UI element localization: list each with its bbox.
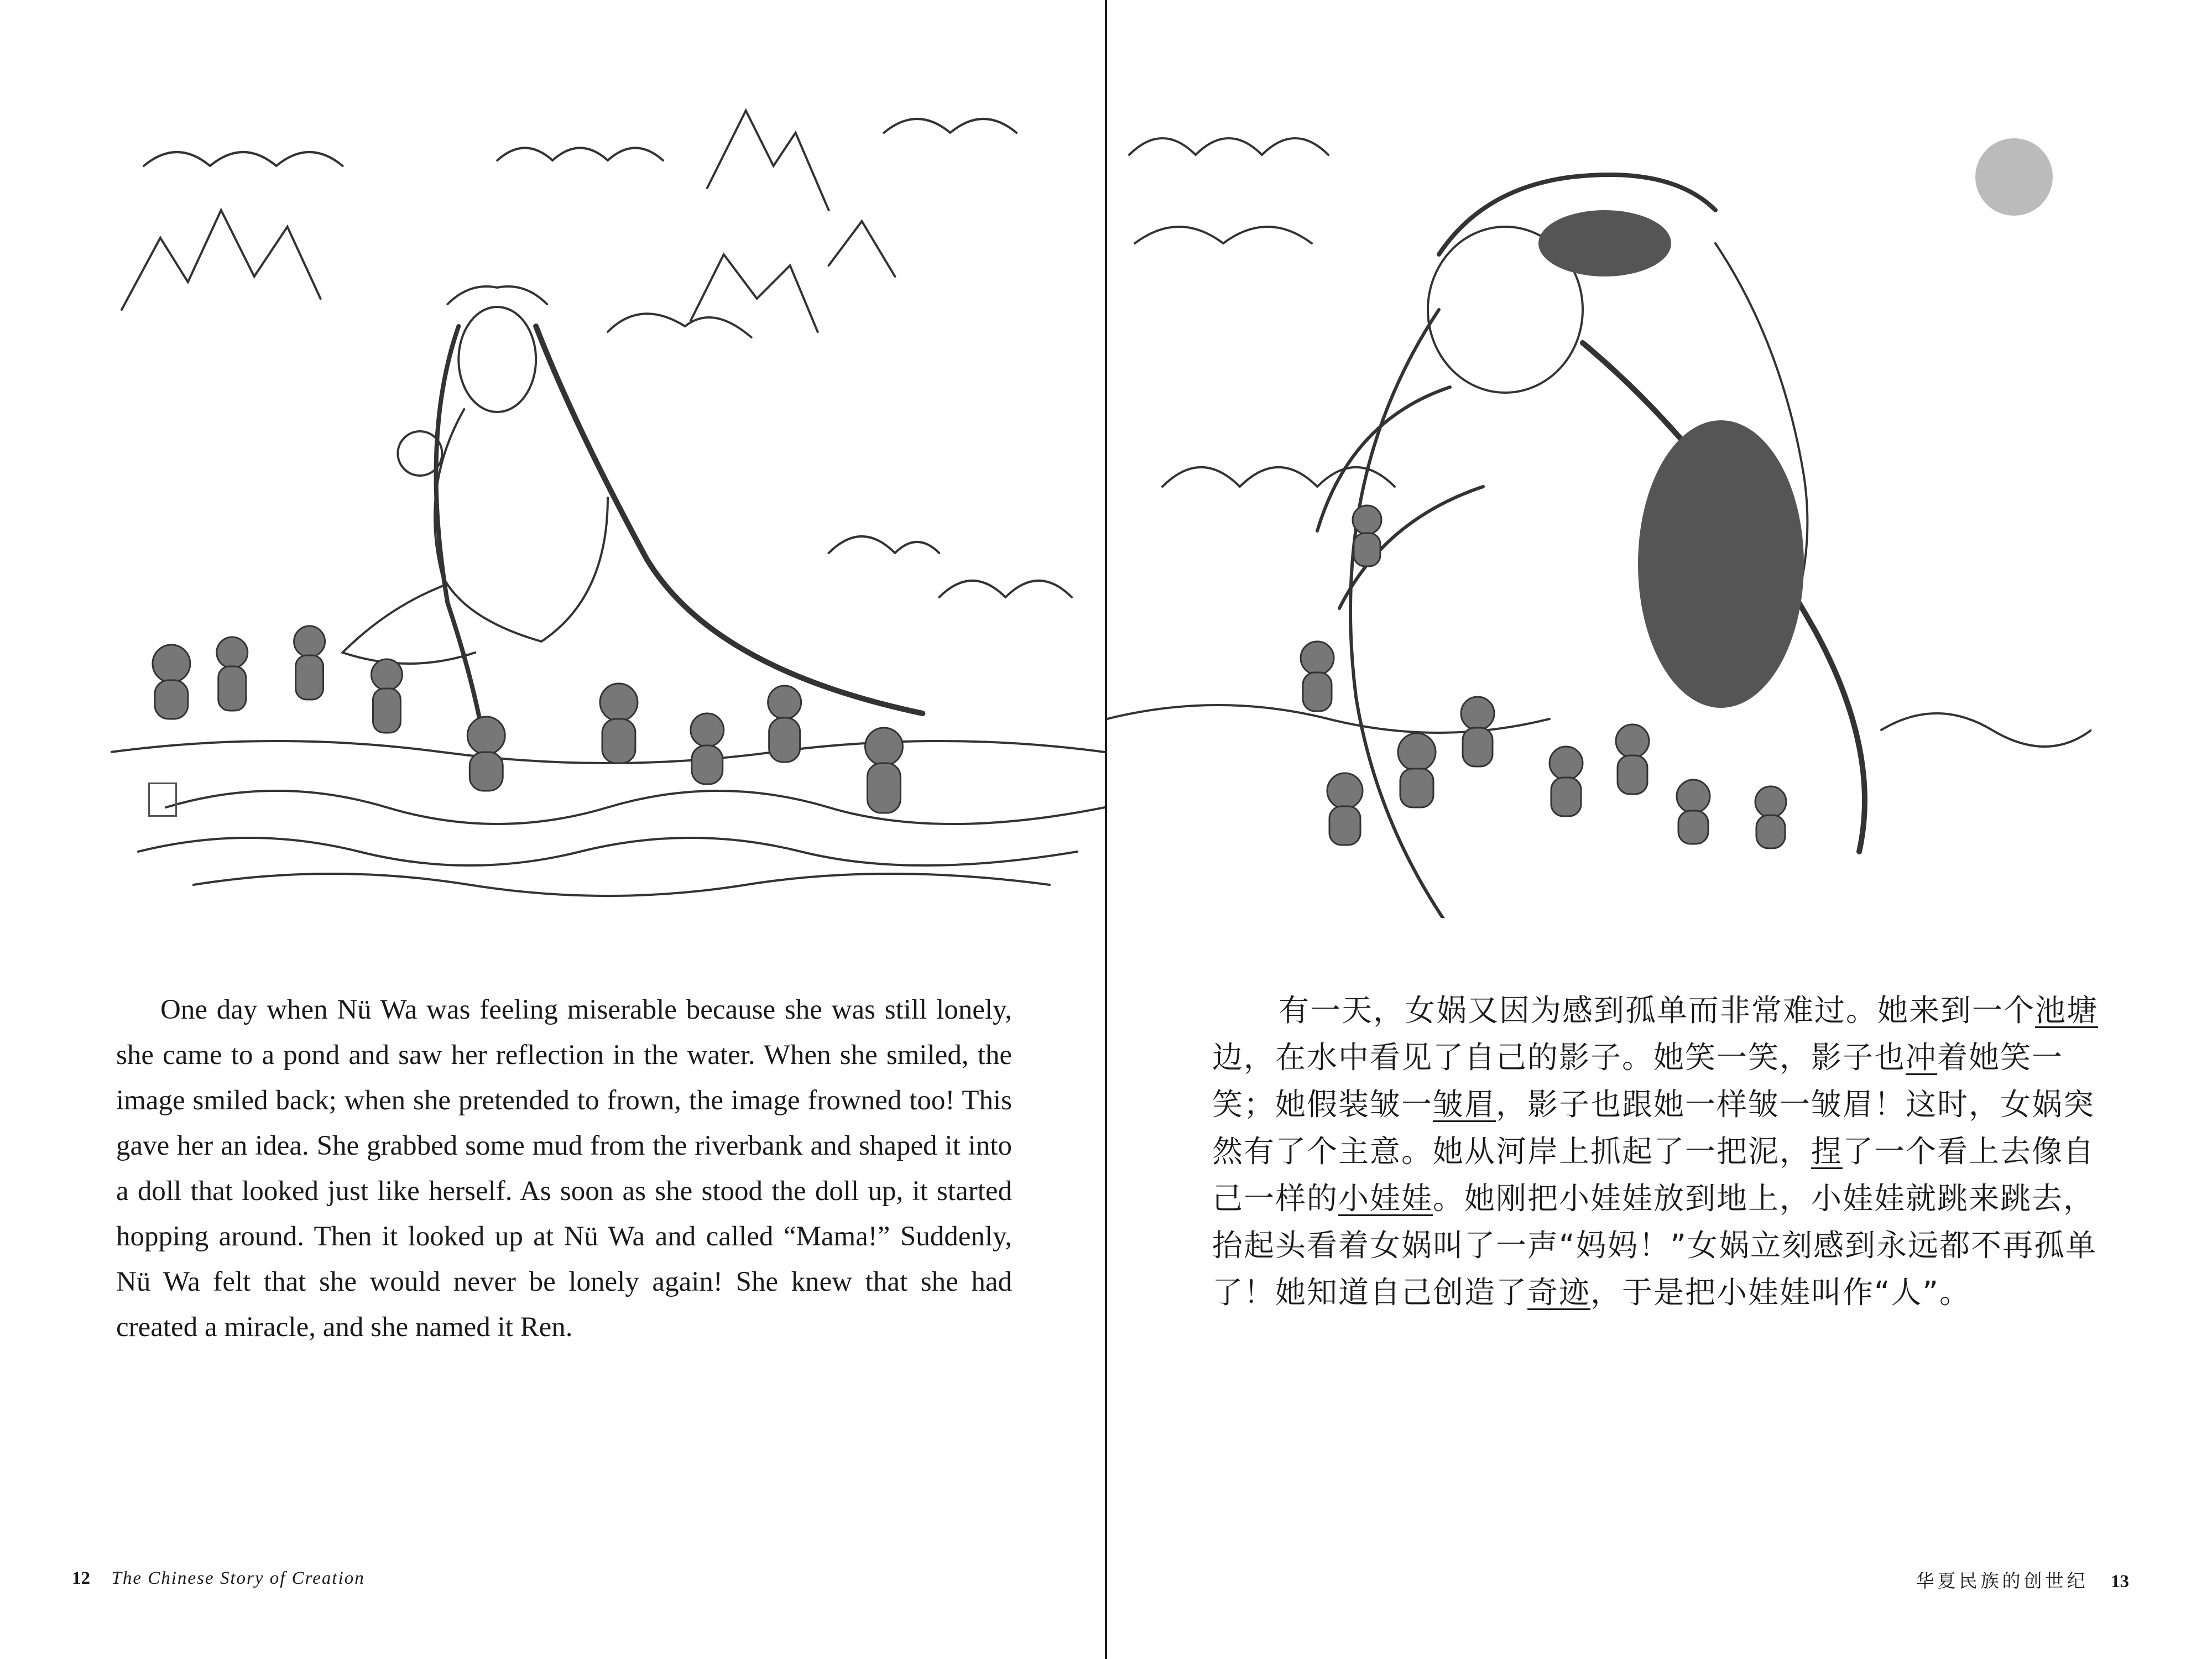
zh-text-6: 。她刚把小娃娃放到地上，小娃娃就跳来跳去，抬起头看着女娲叫了一声“妈妈！”女娲立刻感到永远都不再孤单了！她知道自己创造了 <box>1212 1181 2097 1310</box>
zh-vocab-pond: 池塘 <box>2035 993 2099 1028</box>
zh-vocab-doll: 小娃娃 <box>1338 1181 1433 1216</box>
right-page <box>1107 0 2212 1659</box>
chinese-paragraph-text <box>1212 987 2103 1316</box>
nu-wa-illustration-left <box>111 100 1105 918</box>
nu-wa-illustration-right <box>1107 100 2091 918</box>
chinese-paragraph <box>1212 987 2103 1316</box>
zh-vocab-towards: 冲 <box>1906 1040 1938 1075</box>
zh-vocab-knead: 捏 <box>1811 1134 1843 1169</box>
zh-vocab-miracle: 奇迹 <box>1527 1275 1591 1310</box>
zh-text-5: 了一个看上去像自己一样的 <box>1212 1134 2095 1216</box>
zh-text-2: 边，在水中看见了自己的影子。她笑一笑，影子也 <box>1212 1040 1906 1075</box>
english-paragraph-text: One day when Nü Wa was feeling miserable because she was still lonely, she came to a pond and saw her reflection in the water. When she smiled, the image smiled back; when she pretended to frown, the image frowned too! This gave her an idea. She grabbed some mud from the riverbank and shaped it into a doll that looked just like herself. As soon as she stood the doll up, it started hopping around. Then it looked up at Nü Wa and called “Mama!” Suddenly, Nü Wa felt that she would never be lonely again! She knew that she had created a miracle, and she named it Ren. <box>116 994 1012 1343</box>
zh-vocab-frown: 皱眉 <box>1433 1087 1496 1122</box>
artist-seal-icon <box>148 782 177 817</box>
zh-text-4: ，影子也跟她一样皱一皱眉！这时，女娲突然有了个主意。她从河岸上抓起了一把泥， <box>1212 1087 2095 1169</box>
running-title-en: The Chinese Story of Creation <box>111 1568 365 1588</box>
running-title-zh: 华夏民族的创世纪 <box>1916 1570 2089 1592</box>
zh-text-7: ，于是把小娃娃叫作“人”。 <box>1590 1275 1971 1310</box>
page-number-13: 13 <box>2111 1572 2129 1592</box>
page-number-12: 12 <box>72 1568 90 1588</box>
zh-text-1: 有一天，女娲又因为感到孤单而非常难过。她来到一个 <box>1279 993 2036 1028</box>
left-page <box>0 0 1105 1659</box>
left-footer <box>72 1567 365 1589</box>
ink-illustration-icon <box>111 100 1105 918</box>
zh-text-3: 着她笑一笑；她假装皱一 <box>1212 1040 2064 1122</box>
english-paragraph <box>116 987 1012 1350</box>
ink-illustration-icon <box>1107 100 2091 918</box>
right-footer <box>1916 1567 2130 1593</box>
